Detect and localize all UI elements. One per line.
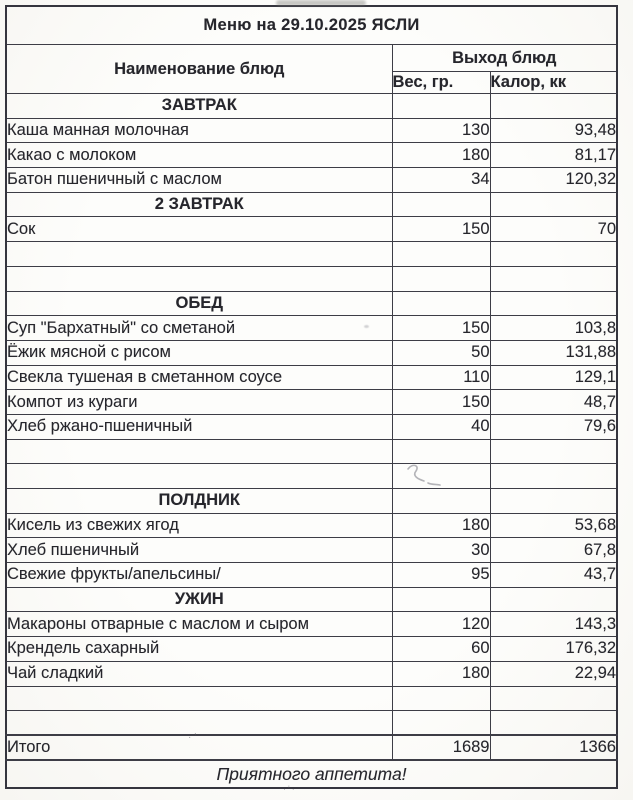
dish-row <box>6 316 617 341</box>
weight-value: 95 <box>392 563 490 588</box>
calories-value <box>490 489 617 514</box>
weight-value <box>392 242 490 267</box>
section-title: ЗАВТРАК <box>6 94 392 119</box>
calories-value <box>490 291 617 316</box>
section-row <box>6 587 617 612</box>
weight-value <box>392 686 490 711</box>
footer-note: Приятного аппетита! <box>6 760 617 788</box>
weight-value: 60 <box>392 637 490 662</box>
calories-value: 120,32 <box>490 168 617 193</box>
section-title: УЖИН <box>6 587 392 612</box>
section-row <box>6 489 617 514</box>
total-row <box>6 735 617 760</box>
calories-value: 103,8 <box>490 316 617 341</box>
dish-name: Свежие фрукты/апельсины/ <box>6 563 392 588</box>
weight-value: 50 <box>392 340 490 365</box>
section-title: 2 ЗАВТРАК <box>6 192 392 217</box>
header-row-top <box>6 45 617 72</box>
calories-value <box>490 686 617 711</box>
section-title: ОБЕД <box>6 291 392 316</box>
empty-row <box>6 266 617 291</box>
weight-value: 180 <box>392 661 490 686</box>
dish-row <box>6 414 617 439</box>
weight-value: 40 <box>392 414 490 439</box>
calories-value <box>490 587 617 612</box>
column-header-calories: Калор, кк <box>490 72 617 94</box>
dish-name: Батон пшеничный с маслом <box>6 168 392 193</box>
menu-table-body <box>6 94 617 761</box>
dish-row <box>6 143 617 168</box>
dish-row <box>6 538 617 563</box>
calories-value <box>490 464 617 489</box>
weight-value <box>392 94 490 119</box>
section-row <box>6 192 617 217</box>
calories-value: 81,17 <box>490 143 617 168</box>
dish-row <box>6 513 617 538</box>
dish-row <box>6 612 617 637</box>
section-title: ПОЛДНИК <box>6 489 392 514</box>
dish-name: Чай сладкий <box>6 661 392 686</box>
weight-value: 180 <box>392 143 490 168</box>
calories-value: 67,8 <box>490 538 617 563</box>
calories-value <box>490 711 617 736</box>
dish-row <box>6 118 617 143</box>
weight-value: 120 <box>392 612 490 637</box>
weight-value: 30 <box>392 538 490 563</box>
column-header-weight: Вес, гр. <box>392 72 490 94</box>
dish-row <box>6 217 617 242</box>
dish-name: Компот из кураги <box>6 390 392 415</box>
calories-value: 176,32 <box>490 637 617 662</box>
scan-artifact-bottom-dots: ·'· <box>283 784 297 794</box>
calories-value: 22,94 <box>490 661 617 686</box>
weight-value: 180 <box>392 513 490 538</box>
calories-value <box>490 192 617 217</box>
dish-name <box>6 242 392 267</box>
dish-name <box>6 711 392 736</box>
dish-name: Какао с молоком <box>6 143 392 168</box>
title-row <box>6 6 617 45</box>
dish-name <box>6 266 392 291</box>
column-header-output-group: Выход блюд <box>392 45 617 72</box>
weight-value: 1689 <box>392 735 490 760</box>
weight-value: 110 <box>392 365 490 390</box>
calories-value: 93,48 <box>490 118 617 143</box>
weight-value <box>392 489 490 514</box>
menu-table <box>5 5 618 789</box>
total-label: Итого <box>6 735 392 760</box>
dish-row <box>6 365 617 390</box>
dish-name: Сок <box>6 217 392 242</box>
calories-value: 131,88 <box>490 340 617 365</box>
empty-row <box>6 464 617 489</box>
dish-name: Хлеб ржано-пшеничный <box>6 414 392 439</box>
calories-value <box>490 439 617 464</box>
dish-name: Крендель сахарный <box>6 637 392 662</box>
calories-value: 70 <box>490 217 617 242</box>
weight-value <box>392 439 490 464</box>
calories-value: 129,1 <box>490 365 617 390</box>
empty-row <box>6 686 617 711</box>
footer-row <box>6 760 617 788</box>
empty-row <box>6 242 617 267</box>
dish-name <box>6 686 392 711</box>
weight-value: 34 <box>392 168 490 193</box>
calories-value: 48,7 <box>490 390 617 415</box>
weight-value: 130 <box>392 118 490 143</box>
empty-row <box>6 439 617 464</box>
dish-row <box>6 340 617 365</box>
dish-row <box>6 661 617 686</box>
calories-value: 143,3 <box>490 612 617 637</box>
calories-value: 1366 <box>490 735 617 760</box>
calories-value: 43,7 <box>490 563 617 588</box>
weight-value: 150 <box>392 217 490 242</box>
calories-value <box>490 242 617 267</box>
dish-name: Каша манная молочная <box>6 118 392 143</box>
empty-row <box>6 711 617 736</box>
calories-value <box>490 266 617 291</box>
dish-row <box>6 390 617 415</box>
dish-name: Суп "Бархатный" со сметаной <box>6 316 392 341</box>
weight-value: 150 <box>392 390 490 415</box>
weight-value <box>392 192 490 217</box>
calories-value <box>490 94 617 119</box>
dish-name: Макароны отварные с маслом и сыром <box>6 612 392 637</box>
weight-value <box>392 291 490 316</box>
dish-name: Свекла тушеная в сметанном соусе <box>6 365 392 390</box>
dish-name: Хлеб пшеничный <box>6 538 392 563</box>
calories-value: 53,68 <box>490 513 617 538</box>
dish-row <box>6 168 617 193</box>
weight-value <box>392 464 490 489</box>
section-row <box>6 94 617 119</box>
calories-value: 79,6 <box>490 414 617 439</box>
column-header-name: Наименование блюд <box>6 45 392 94</box>
document-title: Меню на 29.10.2025 ЯСЛИ <box>6 6 617 45</box>
dish-name: Кисель из свежих ягод <box>6 513 392 538</box>
dish-name <box>6 464 392 489</box>
dish-row <box>6 563 617 588</box>
weight-value <box>392 266 490 291</box>
weight-value <box>392 711 490 736</box>
dish-name <box>6 439 392 464</box>
weight-value: 150 <box>392 316 490 341</box>
dish-row <box>6 637 617 662</box>
weight-value <box>392 587 490 612</box>
scan-artifact-dots: ·' <box>188 732 200 743</box>
section-row <box>6 291 617 316</box>
dish-name: Ёжик мясной с рисом <box>6 340 392 365</box>
